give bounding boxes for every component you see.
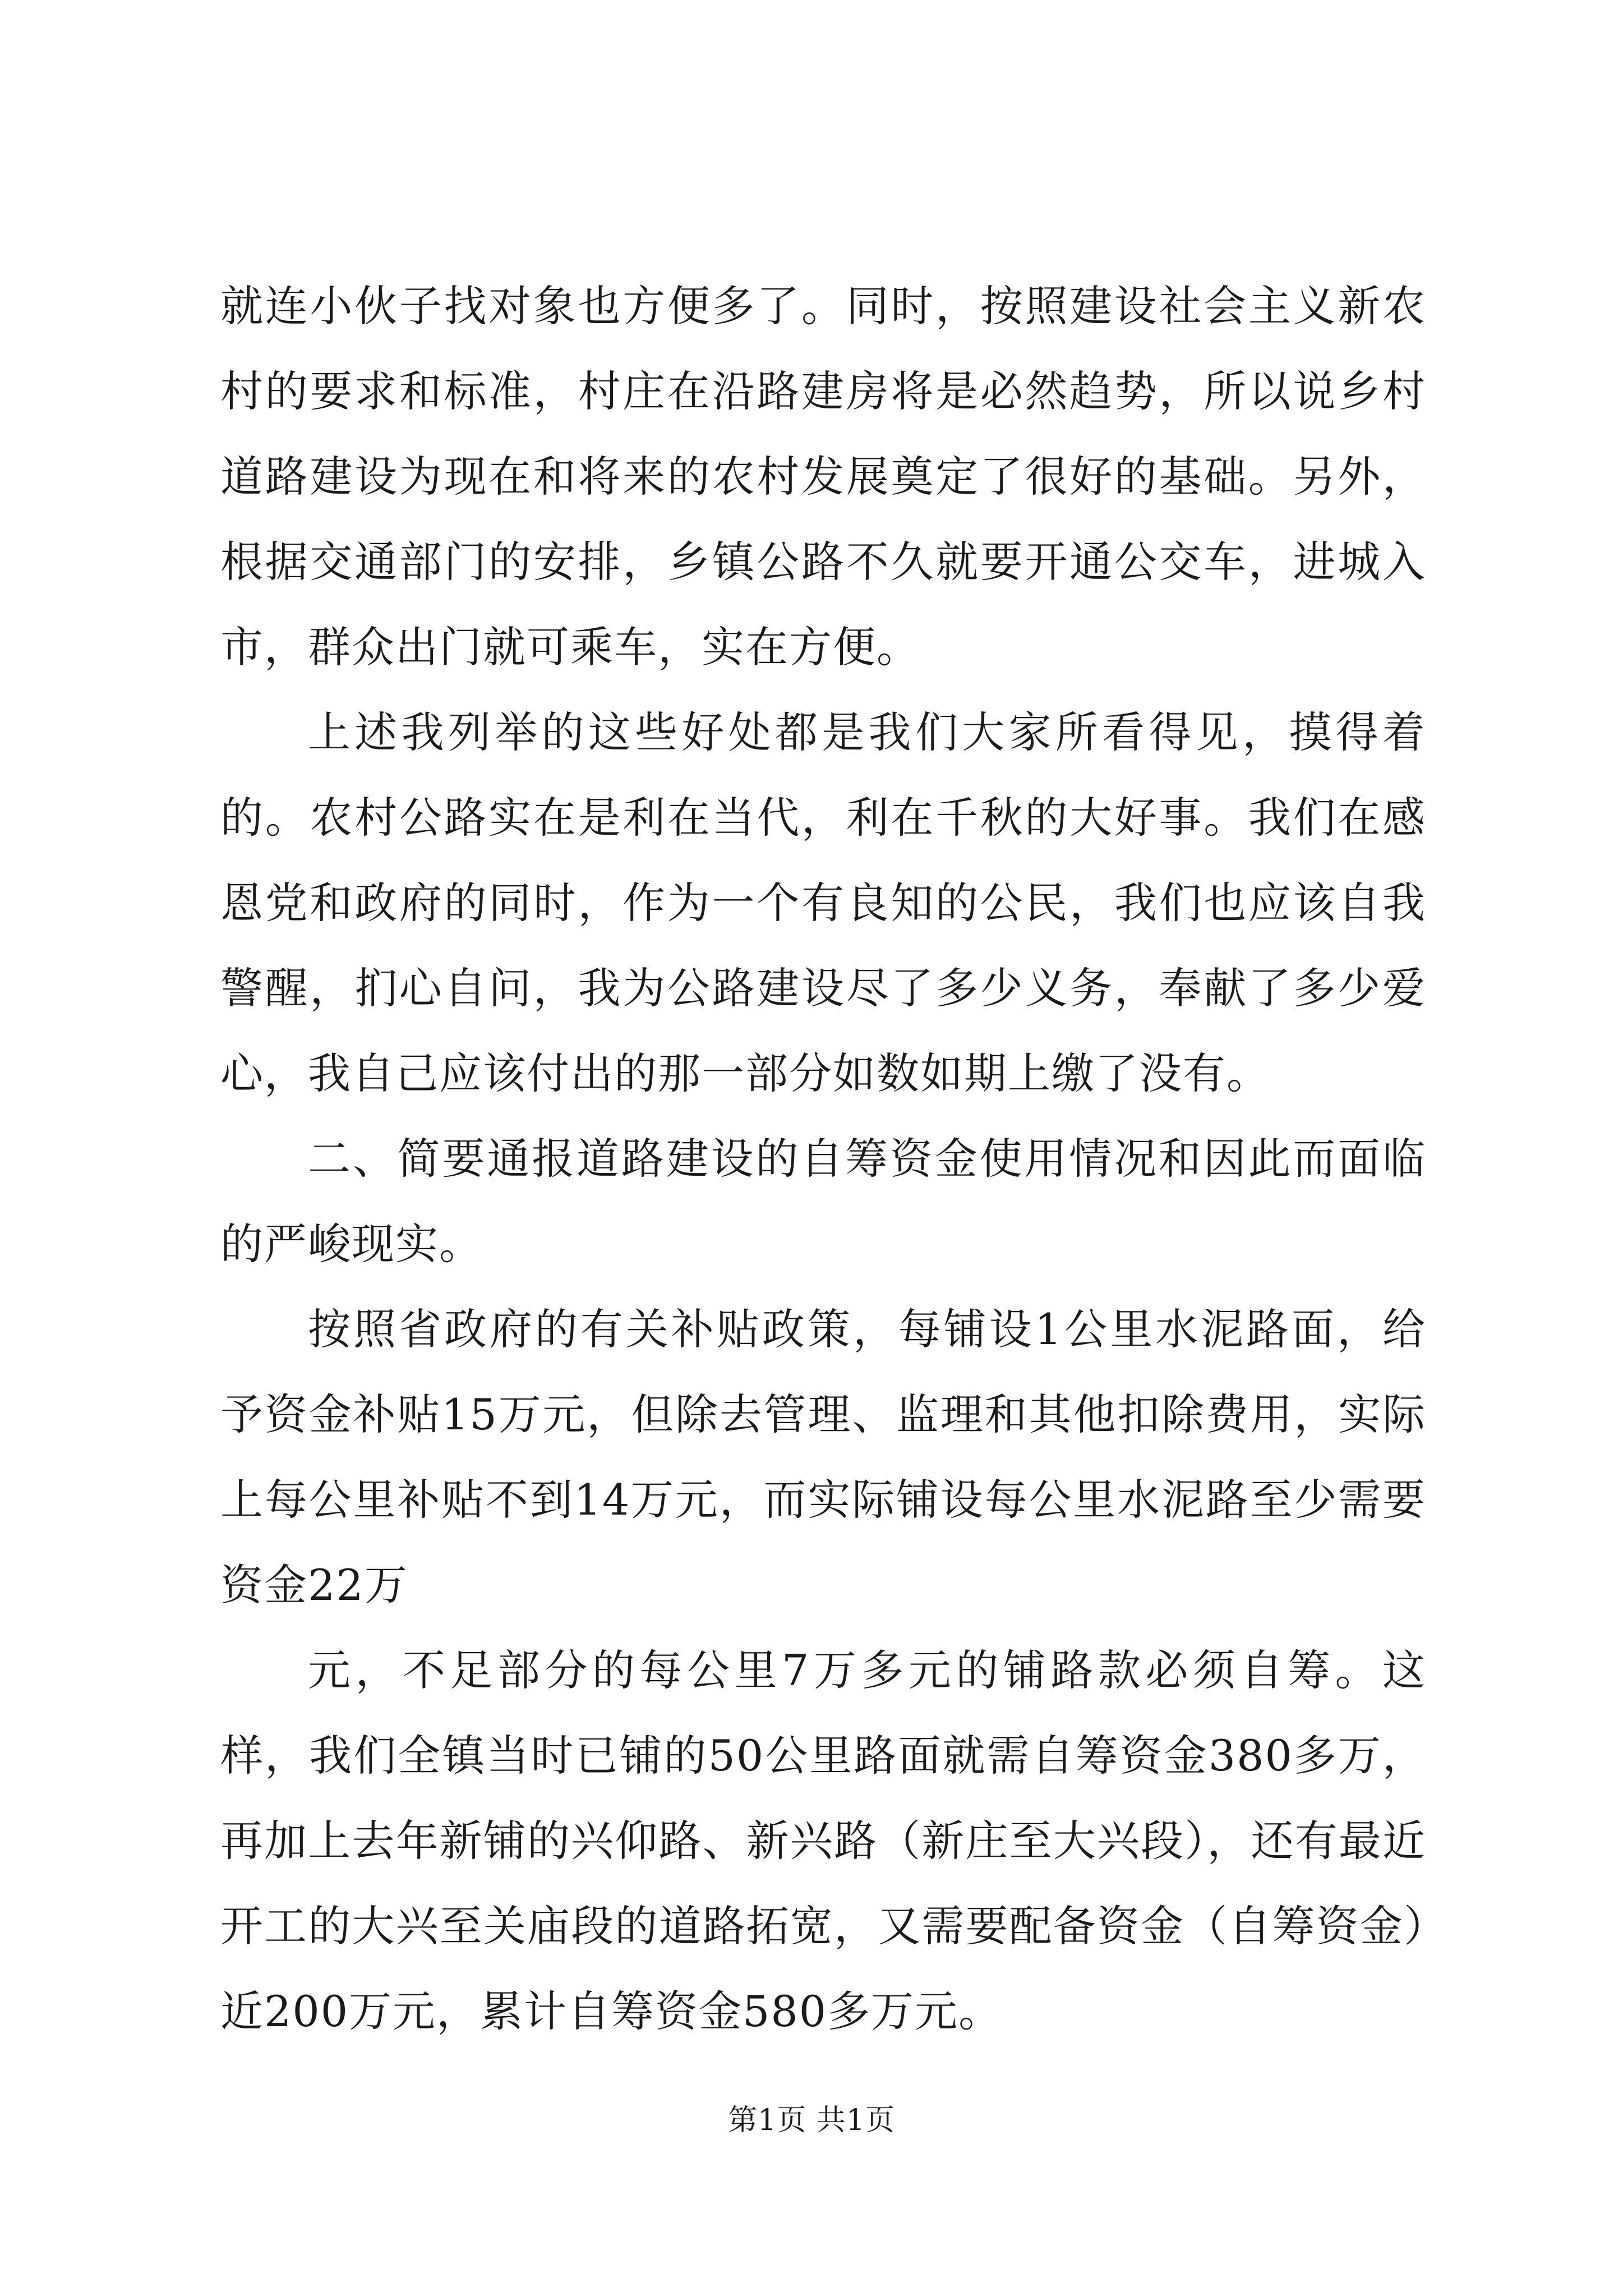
section-heading: 二、简要通报道路建设的自筹资金使用情况和因此而面临的严峻现实。	[220, 1134, 1426, 1269]
paragraph: 按照省政府的有关补贴政策，每铺设1公里水泥路面，给予资金补贴15万元，但除去管理、监理和其他扣除费用，实际上每公里补贴不到14万元，而实际铺设每公里水泥路至少需要资金22万	[220, 1304, 1426, 1610]
paragraph: 就连小伙子找对象也方便多了。同时，按照建设社会主义新农村的要求和标准，村庄在沿路建房将是必然趋势，所以说乡村道路建设为现在和将来的农村发展奠定了很好的基础。另外，根据交通部门的安排，乡镇公路不久就要开通公交车，进城入市，群众出门就可乘车，实在方便。	[220, 281, 1426, 672]
document-body	[220, 264, 1426, 2054]
page-number-footer: 第1页 共1页	[728, 2104, 895, 2137]
paragraph: 元，不足部分的每公里7万多元的铺路款必须自筹。这样，我们全镇当时已铺的50公里路面就需自筹资金380多万，再加上去年新铺的兴仰路、新兴路（新庄至大兴段），还有最近开工的大兴至关庙段的道路拓宽，又需要配备资金（自筹资金）近200万元，累计自筹资金580多万元。	[220, 1645, 1426, 2036]
paragraph: 上述我列举的这些好处都是我们大家所看得见，摸得着的。农村公路实在是利在当代，利在千秋的大好事。我们在感恩党和政府的同时，作为一个有良知的公民，我们也应该自我警醒，扪心自问，我为公路建设尽了多少义务，奉献了多少爱心，我自己应该付出的那一部分如数如期上缴了没有。	[220, 707, 1426, 1098]
